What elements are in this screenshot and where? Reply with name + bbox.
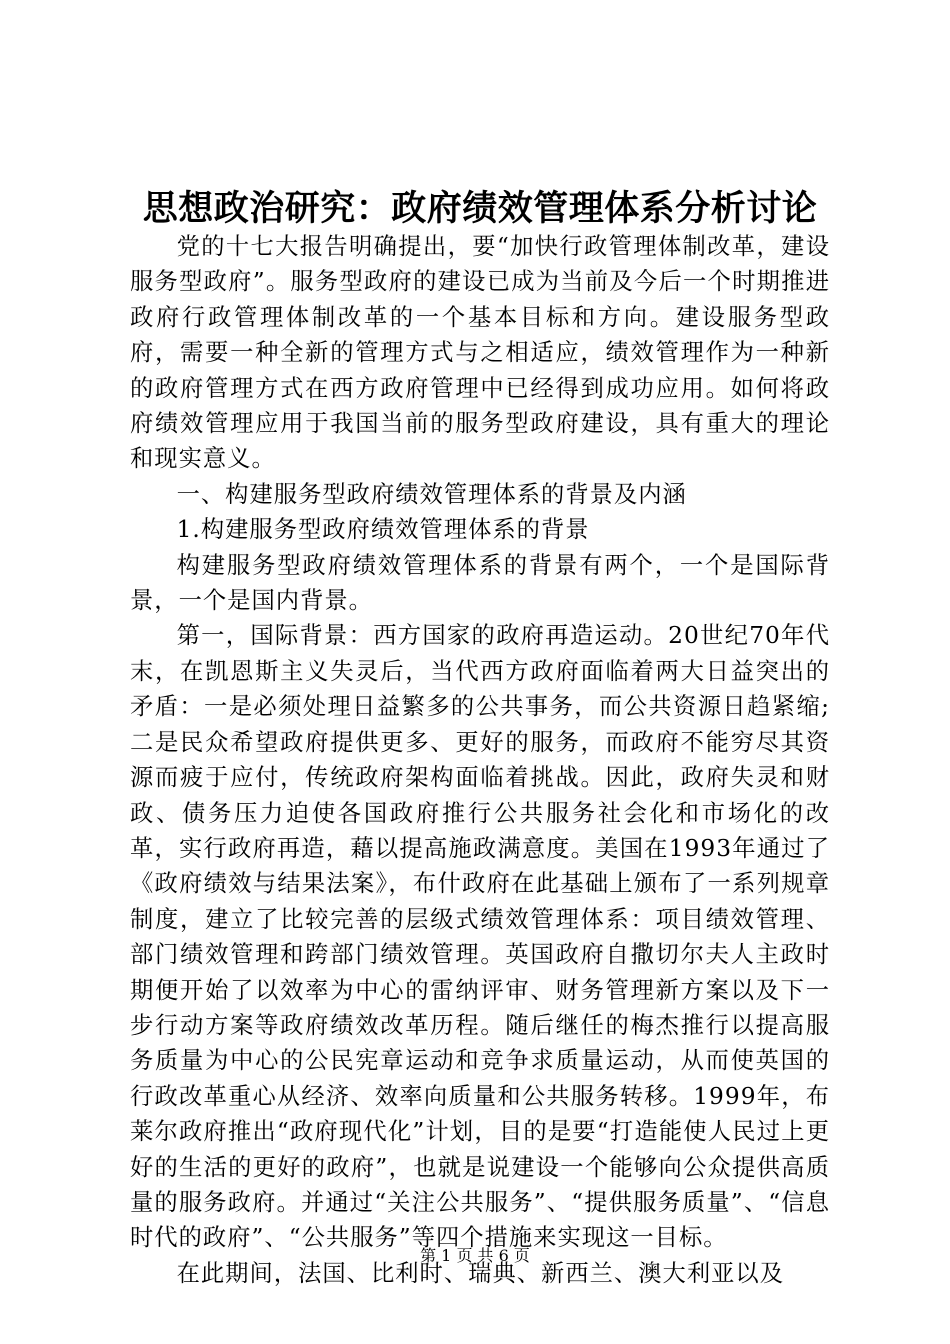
paragraph-intro: 党的十七大报告明确提出，要“加快行政管理体制改革，建设服务型政府”。服务型政府的建设已成为当前及今后一个时期推进政府行政管理体制改革的一个基本目标和方向。建设服务型政府，需要一种全新的管理方式与之相适应，绩效管理作为一种新的政府管理方式在西方政府管理中已经得到成功应用。如何将政府绩效管理应用于我国当前的服务型政府建设，具有重大的理论和现实意义。 [130,233,830,473]
document-title: 思想政治研究：政府绩效管理体系分析讨论 [142,188,818,229]
paragraph-continued: 在此期间，法国、比利时、瑞典、新西兰、澳大利亚以及 [176,1259,785,1287]
paragraph-international: 第一，国际背景：西方国家的政府再造运动。20世纪70年代末，在凯恩斯主义失灵后，当代西方政府面临着两大日益突出的矛盾：一是必须处理日益繁多的公共事务，而公共资源日趋紧缩;二是民众希望政府提供更多、更好的服务，而政府不能穷尽其资源而疲于应付，传统政府架构面临着挑战。因此，政府失灵和财政、债务压力迫使各国政府推行公共服务社会化和市场化的改革，实行政府再造，藉以提高施政满意度。美国在1993年通过了《政府绩效与结果法案》，布什政府在此基础上颁布了一系列规章制度，建立了比较完善的层级式绩效管理体系：项目绩效管理、部门绩效管理和跨部门绩效管理。英国政府自撒切尔夫人主政时期便开始了以效率为中心的雷纳评审、财务管理新方案以及下一步行动方案等政府绩效改革历程。随后继任的梅杰推行以提高服务质量为中心的公民宪章运动和竞争求质量运动，从而使英国的行政改革重心从经济、效率向质量和公共服务转移。1999年，布莱尔政府推出“政府现代化”计划，目的是要“打造能使人民过上更好的生活的更好的政府”，也就是说建设一个能够向公众提供高质量的服务政府。并通过“关注公共服务”、“提供服务质量”、“信息时代的政府”、“公共服务”等四个措施来实现这一目标。 [130,622,830,1252]
section-heading: 一、构建服务型政府绩效管理体系的背景及内涵 [176,480,687,508]
subsection-heading: 1.构建服务型政府绩效管理体系的背景 [176,516,590,544]
document-body [130,229,830,1291]
paragraph-background: 构建服务型政府绩效管理体系的背景有两个，一个是国际背景，一个是国内背景。 [130,551,830,615]
page-footer: 第 1 页 共 6 页 [420,1246,530,1265]
